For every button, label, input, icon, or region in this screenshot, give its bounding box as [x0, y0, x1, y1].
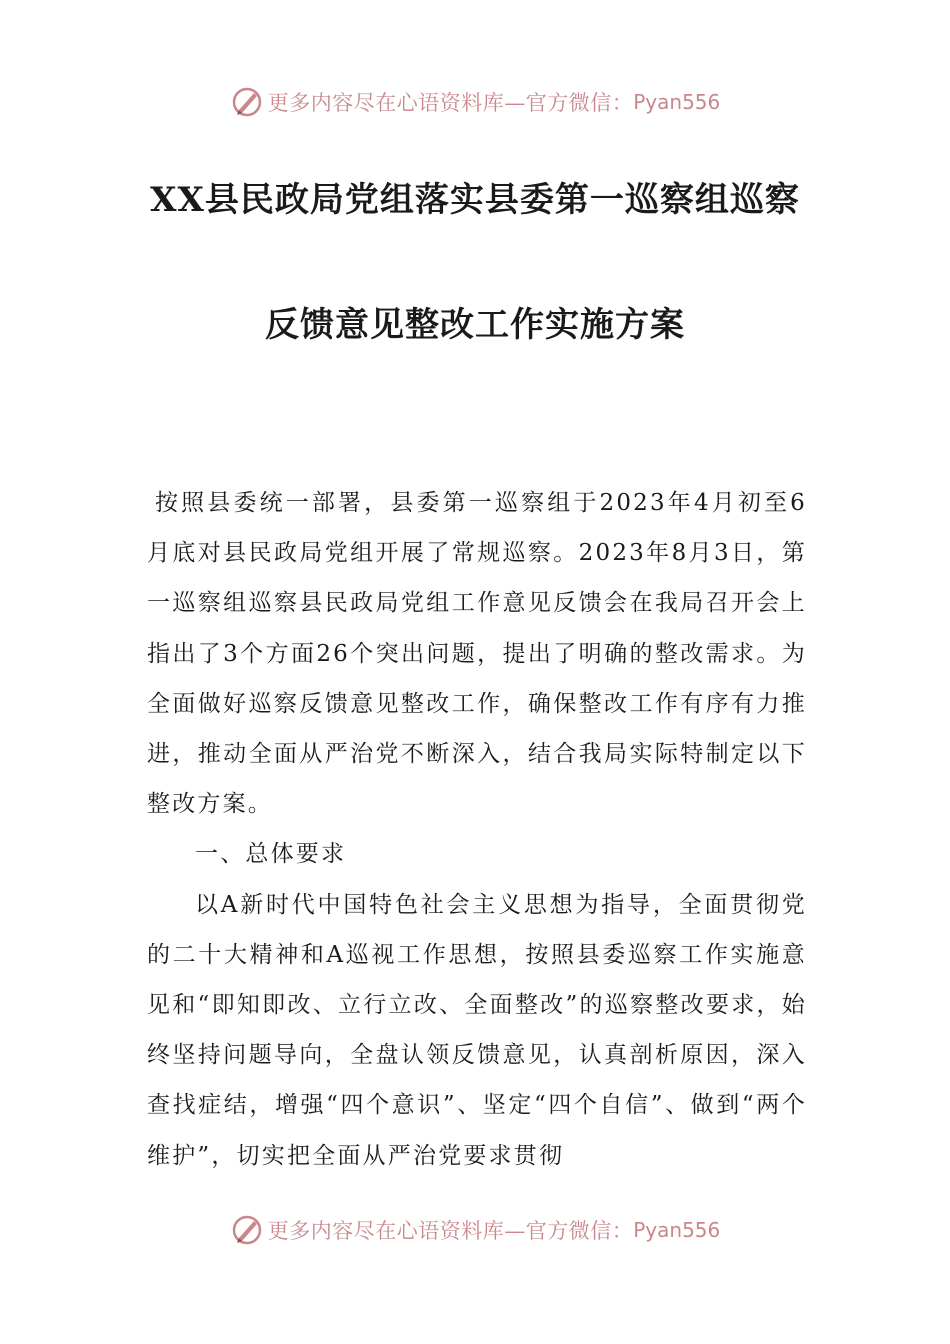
- section-heading: 一、总体要求: [195, 841, 347, 868]
- intro-paragraph: 按照县委统一部署，县委第一巡察组于2023年4月初至6月底对县民政局党组开展了常规巡察。2023年8月3日，第一巡察组巡察县民政局党组工作意见反馈会在我局召开会上指出了3个方面26个突出问题，提出了明确的整改需求。为全面做好巡察反馈意见整改工作，确保整改工作有序有力推进，推动全面从严治党不断深入，结合我局实际特制定以下整改方案。: [147, 490, 807, 818]
- watermark-wechat-id: Pyan556: [633, 1218, 721, 1242]
- document-title-line-2: 反馈意见整改工作实施方案: [265, 305, 685, 345]
- watermark-banner-bottom: [0, 1210, 950, 1250]
- document-body: [147, 478, 807, 1181]
- watermark-banner-top: [0, 82, 950, 122]
- watermark-wechat-id: Pyan556: [633, 90, 721, 114]
- pen-logo-icon: [230, 1213, 264, 1247]
- watermark-text: 更多内容尽在心语资料库—官方微信：: [267, 91, 634, 115]
- document-title-line-1: XX县民政局党组落实县委第一巡察组巡察: [150, 180, 800, 220]
- section-paragraph: 以A新时代中国特色社会主义思想为指导，全面贯彻党的二十大精神和A巡视工作思想，按照县委巡察工作实施意见和“即知即改、立行立改、全面整改”的巡察整改要求，始终坚持问题导向，全盘认领反馈意见，认真剖析原因，深入查找症结，增强“四个意识”、坚定“四个自信”、做到“两个维护”，切实把全面从严治党要求贯彻: [147, 891, 807, 1169]
- pen-logo-icon: [230, 85, 264, 119]
- watermark-text: 更多内容尽在心语资料库—官方微信：: [267, 1219, 634, 1243]
